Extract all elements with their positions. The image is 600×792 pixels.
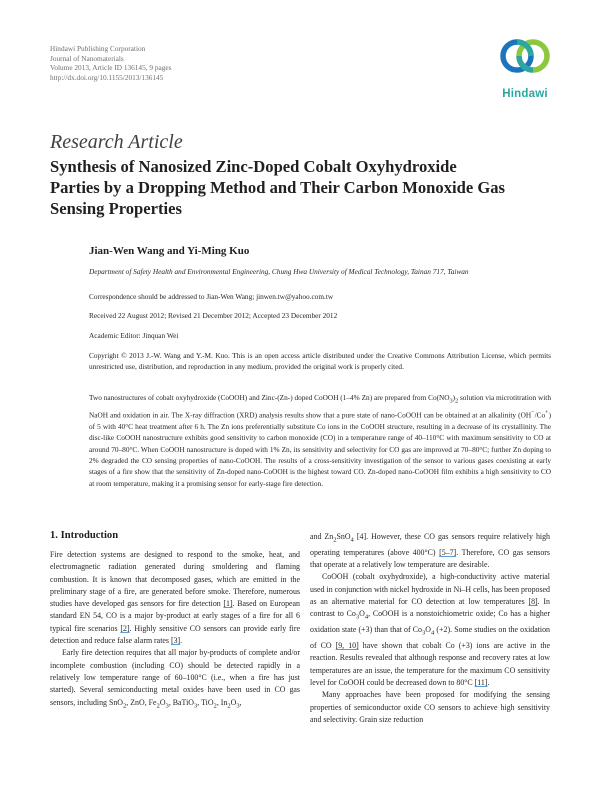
citation-link[interactable]: [3]	[170, 636, 181, 646]
citation-link[interactable]: [8]	[528, 597, 538, 607]
academic-editor: Academic Editor: Jinquan Wei	[89, 331, 179, 340]
section-heading-introduction: 1. Introduction	[50, 530, 119, 541]
paragraph	[50, 647, 300, 712]
abstract-text: ) of 5 with 40°C heat treatment after 6 h. The Zn ions preferentially substitute Co ions in the CoOOH structure, resulting in a decrease of its crystallinity. The disc-like CoOOH nanostructure exhibits good sensitivity to carbon monoxide (CO) in a temperature range of 40–110°C with maximum sensitivity to CO at around 70–80°C. When CoOOH nanostructure is doped with 1% Zn, its sensitivity and selectivity for CO gas are improved at 70–80°C; further Zn doping to 2% degraded the CO sensing properties of nano-CoOOH. The results of a cross-sensitivity investigation of the sensor to various gases coexisting at early stages of a fire show that the sensitivity of Zn-doped nano-CoOOH is the highest toward CO. Zn-doped nano-CoOOH film exhibits a high sensitivity to CO at room temperature, making it a promising sensor for early-stage fire detection.	[89, 410, 551, 488]
journal-name: Journal of Nanomaterials	[50, 53, 124, 63]
publisher-name: Hindawi Publishing Corporation	[50, 44, 146, 53]
paragraph-text: , TiO	[197, 697, 214, 707]
paragraph-text: Fire detection systems are designed to respond to the smoke, heat, and electromagnetic radiation generated during smoldering and flaming combustion. It is known that decomposed gases, which are emitted in the preliminary stage of a fire, are generated before smoke. Therefore, numerous studies have developed gas sensors for fire detection	[50, 550, 300, 609]
hindawi-wordmark: Hindawi	[502, 88, 548, 100]
citation-link[interactable]: [11]	[474, 678, 488, 687]
paragraph-text: .	[487, 678, 490, 687]
subscript: 2	[455, 398, 459, 405]
paragraph-text: ,	[239, 697, 242, 707]
paragraph	[310, 571, 550, 689]
subscript: 2	[227, 702, 231, 710]
paragraph-text: CoOOH (cobalt oxyhydroxide), a high-conductivity active material used in conjunction with nickel hydroxide in Ni–H cells, has been proposed as an alternative material for CO detection at low temperatures	[310, 572, 550, 607]
hindawi-interlocking-rings-logo	[496, 22, 554, 88]
subscript: 4	[350, 536, 354, 544]
affiliation: Department of Safety Health and Environmental Engineering, Chung Hwa University of Medical Technology, Tainan 717, Taiwan	[89, 267, 469, 276]
paragraph-text: . Therefore, CO gas sensors that operate at a relatively low temperature are desirable.	[310, 547, 550, 570]
paragraph-text: (+2). Some studies on the oxidation of CO	[310, 625, 550, 651]
abstract-text: Two nanostructures of cobalt oxyhydroxide (CoOOH) and Zinc-(Zn-) doped CoOOH (1–4% Zn) are prepared from Co(NO	[89, 393, 450, 402]
paragraph-text: . In contrast to Co	[310, 597, 550, 619]
paragraph-text: O	[359, 609, 365, 619]
subscript: 3	[449, 398, 453, 405]
abstract-text: solution via microtitration with NaOH and oxidation in air. The X-ray diffraction (XRD) analysis results show that a pure state of nano-CoOOH can be obtained at an alkalinity (OH	[89, 393, 551, 420]
paragraph	[50, 549, 300, 647]
subscript: 2	[213, 702, 217, 710]
article-title	[50, 156, 550, 219]
paragraph-text: , BaTiO	[168, 697, 194, 707]
paragraph-text: and Zn	[310, 532, 334, 541]
subscript: 3	[421, 629, 426, 637]
superscript: −	[531, 409, 535, 416]
left-column	[50, 549, 300, 712]
citation-link[interactable]: [9, 10]	[335, 641, 359, 651]
copyright-notice: Copyright © 2013 J.-W. Wang and Y.-M. Kuo. This is an open access article distributed under the Creative Commons Attribution License, which permits unrestricted use, distribution, and reproduction in any medium, provided the original work is properly cited.	[89, 351, 551, 372]
paragraph-text: Early fire detection requires that all major by-products of complete and/or incomplete combustion (including CO) should be detected rapidly in a relatively low temperature range of 60–100°C (i.e., when a fire has just started). Several semiconducting metal oxides have been used in CO gas sensors, including SnO	[50, 648, 300, 707]
doi-link[interactable]: http://dx.doi.org/10.1155/2013/136145	[50, 72, 164, 82]
paragraph-text: have shown that cobalt Co (+3) ions are active in the reaction. Results revealed that although response and recovery rates at low temperatures are an issue, the temperature for the maximum CO sensitivity level for CoOOH could be decreased down to 80°C	[310, 641, 550, 687]
superscript: +	[545, 409, 549, 416]
citation-link[interactable]: [2]	[120, 623, 130, 633]
authors: Jian-Wen Wang and Yi-Ming Kuo	[89, 245, 250, 257]
paragraph-text: SnO	[336, 532, 351, 541]
paragraph-text: O	[230, 697, 237, 707]
hindawi-logo[interactable]	[496, 22, 554, 108]
abstract-text: )	[452, 393, 456, 402]
subscript: 2	[123, 702, 127, 710]
subscript: 3	[355, 613, 360, 621]
citation-link[interactable]: [5–7]	[439, 547, 457, 557]
paragraph-text: [4]. However, these CO gas sensors require relatively high operating temperatures (above 400°C)	[310, 532, 550, 557]
citation-link[interactable]: [1]	[223, 599, 233, 609]
paragraph-text: , In	[216, 697, 228, 707]
subscript: 3	[194, 702, 198, 710]
paragraph-text: . Based on European standard EN 54, CO is a major by-product at early stages of a fire for all 6 typical fire scenarios	[50, 599, 300, 633]
subscript: 4	[364, 613, 369, 621]
correspondence: Correspondence should be addressed to Jian-Wen Wang; jinwen.tw@yahoo.com.tw	[89, 292, 334, 301]
subscript: 3	[165, 702, 169, 710]
paragraph-text: , ZnO, Fe	[126, 697, 157, 707]
abstract	[89, 392, 551, 489]
paragraph-text: . Highly sensitive CO sensors can provide early fire detection and reduce false alarm rates	[50, 623, 300, 646]
article-dates: Received 22 August 2012; Revised 21 December 2012; Accepted 23 December 2012	[89, 311, 338, 320]
subscript: 2	[156, 702, 160, 710]
journal-header	[50, 44, 171, 82]
paragraph	[310, 531, 550, 571]
right-column	[310, 531, 550, 726]
title-line: Parties by a Dropping Method and Their Carbon Monoxide Gas	[50, 178, 505, 197]
abstract-text: /Co	[534, 410, 546, 420]
paragraph-text: , CoOOH is a nonstoichiometric oxide; Co has a higher oxidation state (+3) than that of Co	[310, 609, 550, 635]
paragraph-text: .	[180, 636, 183, 646]
paragraph-text: O	[425, 625, 431, 635]
volume-line: Volume 2013, Article ID 136145, 9 pages	[50, 63, 172, 73]
subscript: 2	[333, 536, 337, 544]
title-line: Synthesis of Nanosized Zinc-Doped Cobalt Oxyhydroxide	[50, 157, 457, 176]
subscript: 4	[430, 629, 435, 637]
paragraph-text: O	[159, 697, 166, 707]
article-type: Research Article	[50, 131, 183, 153]
title-line: Sensing Properties	[50, 199, 182, 218]
paragraph: Many approaches have been proposed for modifying the sensing properties of semiconductor oxide CO sensors to achieve high sensitivity and selectivity. Grain size reduction	[310, 690, 550, 724]
subscript: 3	[236, 702, 240, 710]
